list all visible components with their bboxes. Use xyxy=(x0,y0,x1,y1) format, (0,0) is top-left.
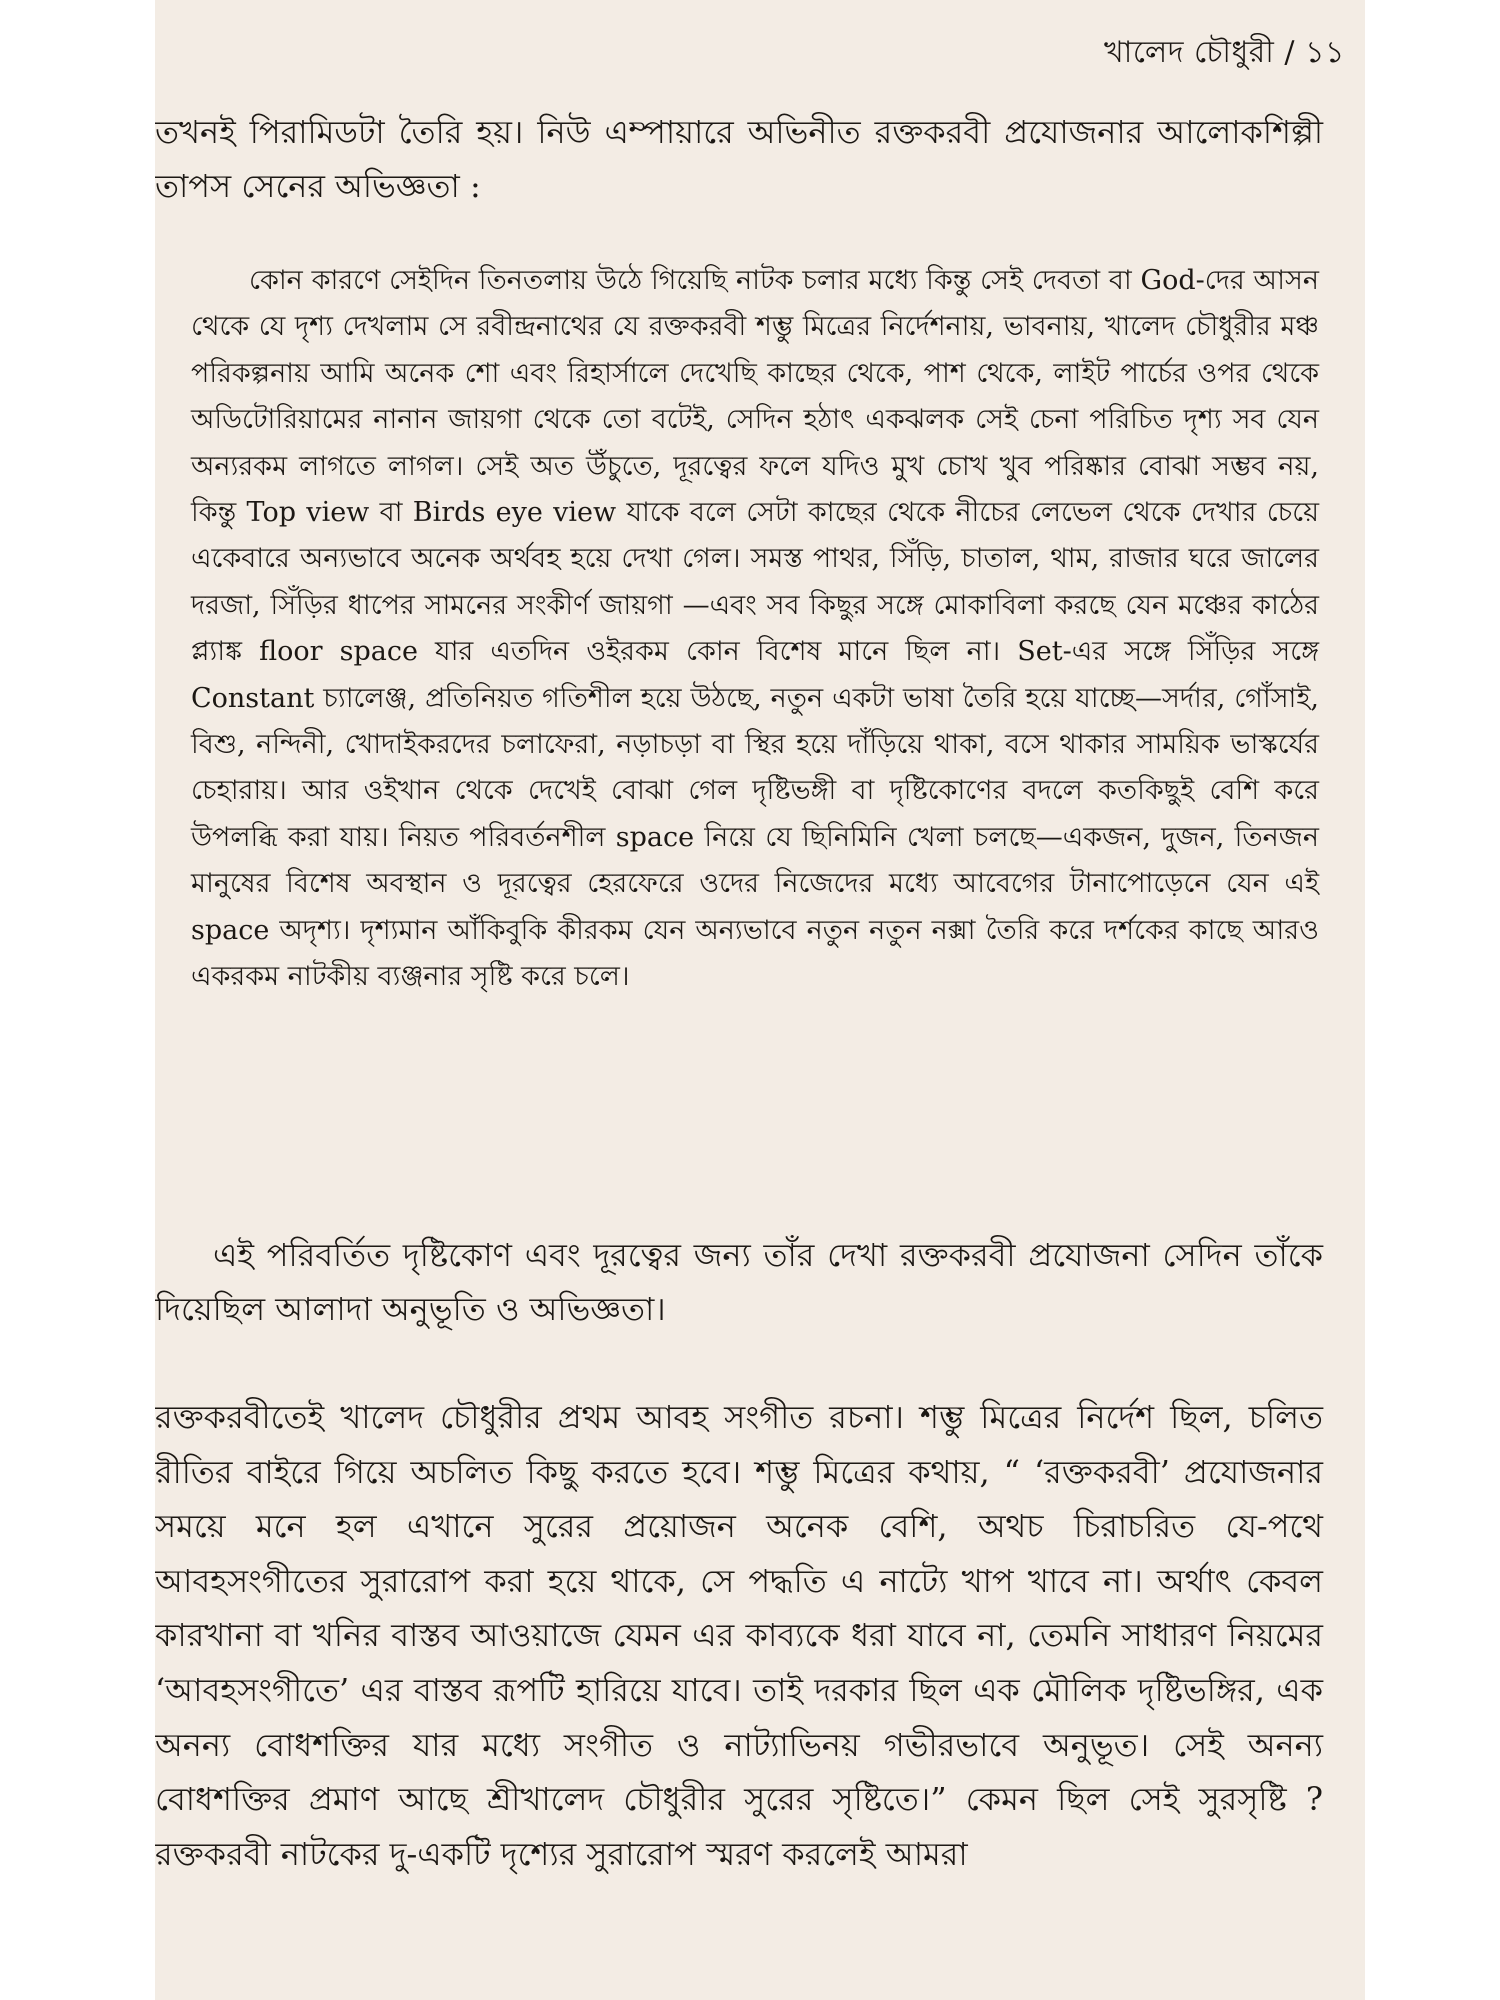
block-quote: কোন কারণে সেইদিন তিনতলায় উঠে গিয়েছি নাটক চলার মধ্যে কিন্তু সেই দেবতা বা God-দের আসন থেকে যে দৃশ্য দেখলাম সে রবীন্দ্রনাথের যে রক্তকরবী শম্ভু মিত্রের নির্দেশনায়, ভাবনায়, খালেদ চৌধুরীর মঞ্চ পরিকল্পনায় আমি অনেক শো এবং রিহার্সালে দেখেছি কাছের থেকে, পাশ থেকে, লাইট পার্চের ওপর থেকে অডিটোরিয়ামের নানান জায়গা থেকে তো বটেই, সেদিন হঠাৎ একঝলক সেই চেনা পরিচিত দৃশ্য সব যেন অন্যরকম লাগতে লাগল। সেই অত উঁচুতে, দূরত্বের ফলে যদিও মুখ চোখ খুব পরিষ্কার বোঝা সম্ভব নয়, কিন্তু Top view বা Birds eye view যাকে বলে সেটা কাছের থেকে নীচের লেভেল থেকে দেখার চেয়ে একেবারে অন্যভাবে অনেক অর্থবহ হয়ে দেখা গেল। সমস্ত পাথর, সিঁড়ি, চাতাল, থাম, রাজার ঘরে জালের দরজা, সিঁড়ির ধাপের সামনের সংকীর্ণ জায়গা —এবং সব কিছুর সঙ্গে মোকাবিলা করছে যেন মঞ্চের কাঠের প্ল্যাঙ্ক floor space যার এতদিন ওইরকম কোন বিশেষ মানে ছিল না। Set-এর সঙ্গে সিঁড়ির সঙ্গে Constant চ্যালেঞ্জ, প্রতিনিয়ত গতিশীল হয়ে উঠছে, নতুন একটা ভাষা তৈরি হয়ে যাচ্ছে—সর্দার, গোঁসাই, বিশু, নন্দিনী, খোদাইকরদের চলাফেরা, নড়াচড়া বা স্থির হয়ে দাঁড়িয়ে থাকা, বসে থাকার সাময়িক ভাস্কর্যের চেহারায়। আর ওইখান থেকে দেখেই বোঝা গেল দৃষ্টিভঙ্গী বা দৃষ্টিকোণের বদলে কতকিছুই বেশি করে উপলব্ধি করা যায়। নিয়ত পরিবর্তনশীল space নিয়ে যে ছিনিমিনি খেলা চলছে—একজন, দুজন, তিনজন মানুষের বিশেষ অবস্থান ও দূরত্বের হেরফেরে ওদের নিজেদের মধ্যে আবেগের টানাপোড়েনে যেন এই space অদৃশ্য। দৃশ্যমান আঁকিবুকি কীরকম যেন অন্যভাবে নতুন নতুন নক্সা তৈরি করে দর্শকের কাছে আরও একরকম নাটকীয় ব্যঞ্জনার সৃষ্টি করে চলে। xyxy=(191,265,1319,993)
book-page xyxy=(155,0,1365,2000)
running-head: খালেদ চৌধুরী / ১১ xyxy=(1103,35,1345,70)
paragraph-intro: তখনই পিরামিডটা তৈরি হয়। নিউ এম্পায়ারে অভিনীত রক্তকরবী প্রযোজনার আলোকশিল্পী তাপস সেনের অভিজ্ঞতা : xyxy=(155,113,1323,205)
paragraph-perspective: এই পরিবর্তিত দৃষ্টিকোণ এবং দূরত্বের জন্য তাঁর দেখা রক্তকরবী প্রযোজনা সেদিন তাঁকে দিয়েছিল আলাদা অনুভূতি ও অভিজ্ঞতা। xyxy=(155,1236,1323,1328)
paragraph-music: রক্তকরবীতেই খালেদ চৌধুরীর প্রথম আবহ সংগীত রচনা। শম্ভু মিত্রের নির্দেশ ছিল, চলিত রীতির বাইরে গিয়ে অচলিত কিছু করতে হবে। শম্ভু মিত্রের কথায়, “ ‘রক্তকরবী’ প্রযোজনার সময়ে মনে হল এখানে সুরের প্রয়োজন অনেক বেশি, অথচ চিরাচরিত যে-পথে আবহসংগীতের সুরারোপ করা হয়ে থাকে, সে পদ্ধতি এ নাট্যে খাপ খাবে না। অর্থাৎ কেবল কারখানা বা খনির বাস্তব আওয়াজে যেমন এর কাব্যকে ধরা যাবে না, তেমনি সাধারণ নিয়মের ‘আবহসংগীতে’ এর বাস্তব রূপটি হারিয়ে যাবে। তাই দরকার ছিল এক মৌলিক দৃষ্টিভঙ্গির, এক অনন্য বোধশক্তির যার মধ্যে সংগীত ও নাট্যাভিনয় গভীরভাবে অনুভূত। সেই অনন্য বোধশক্তির প্রমাণ আছে শ্রীখালেদ চৌধুরীর সুরের সৃষ্টিতে।” কেমন ছিল সেই সুরসৃষ্টি ? রক্তকরবী নাটকের দু-একটি দৃশ্যের সুরারোপ স্মরণ করলেই আমরা xyxy=(155,1398,1323,1873)
